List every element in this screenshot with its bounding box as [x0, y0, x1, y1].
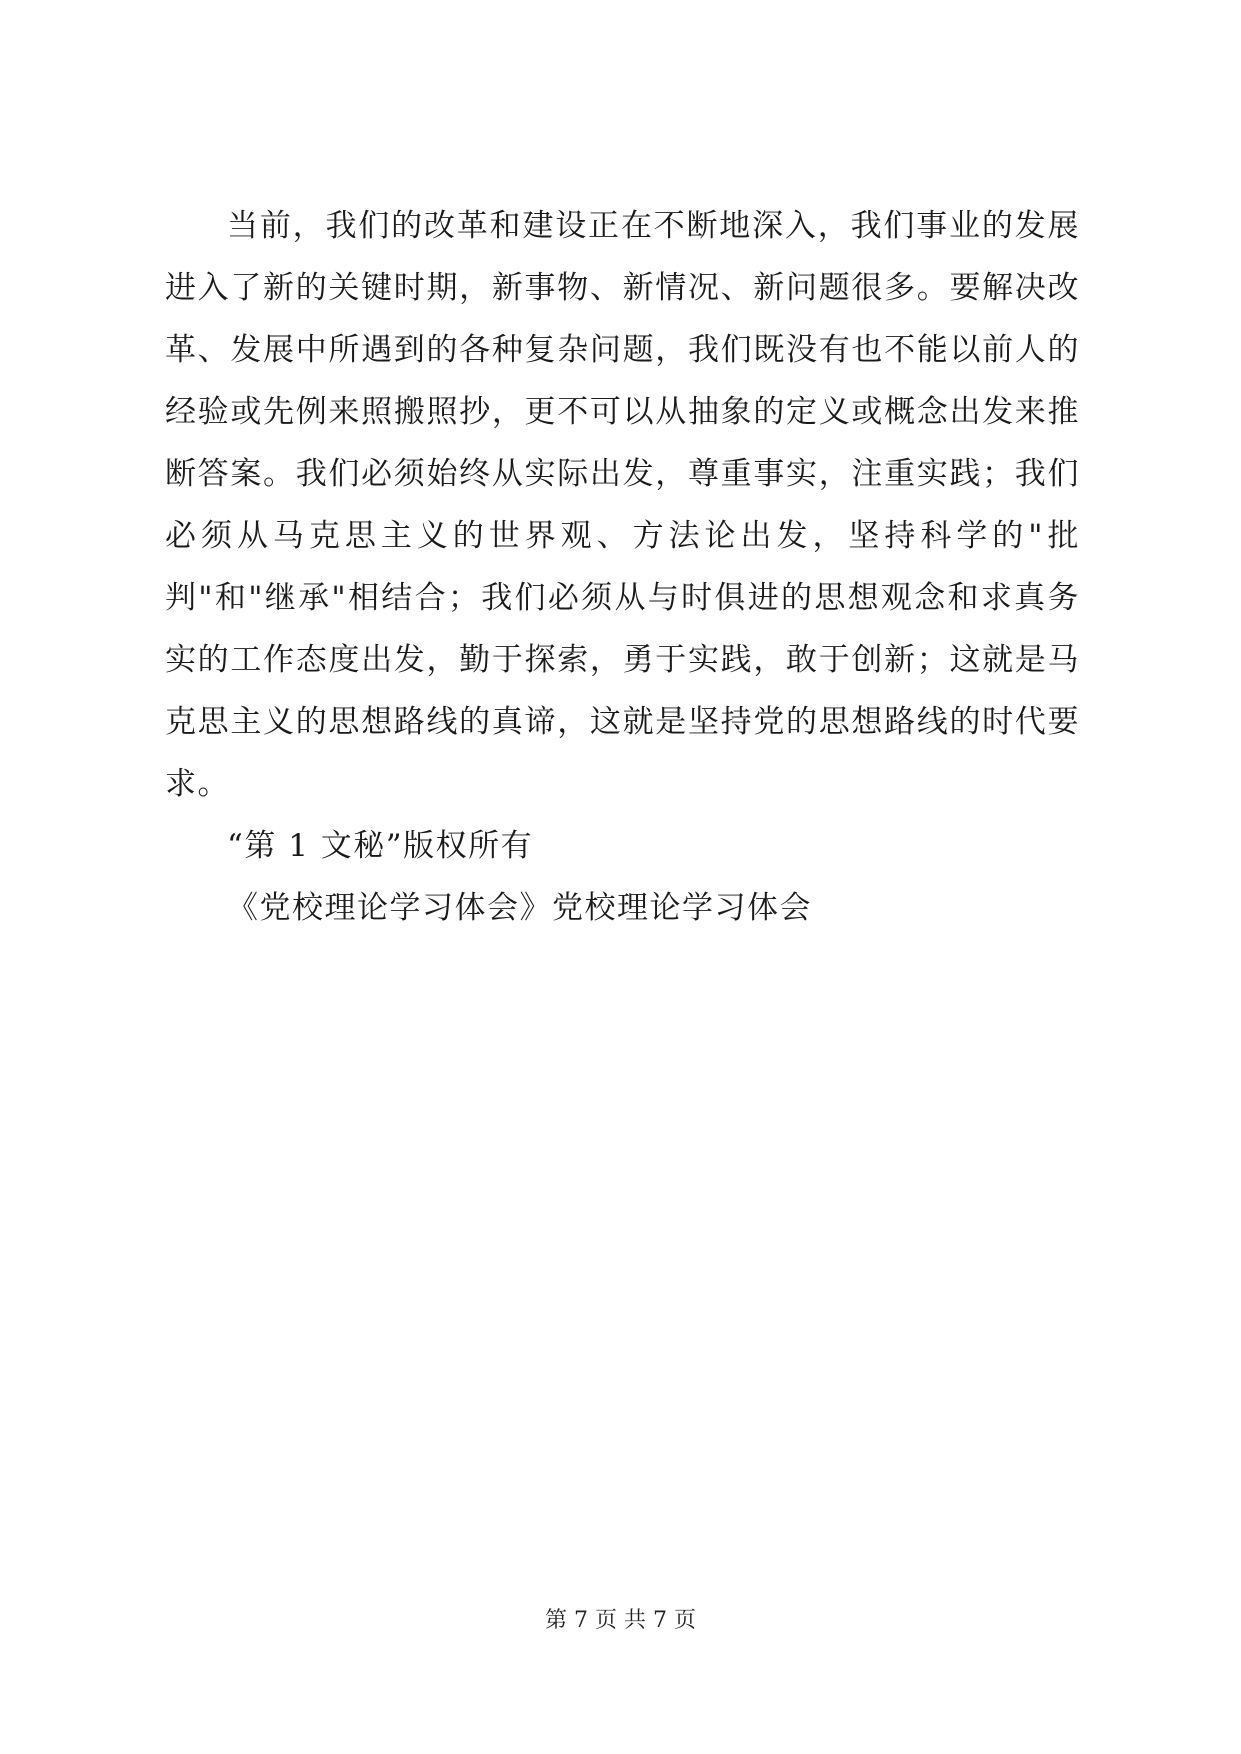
page-number-footer: 第 7 页 共 7 页	[545, 1608, 696, 1633]
body-paragraph: 当前，我们的改革和建设正在不断地深入，我们事业的发展进入了新的关键时期，新事物、新情况、新问题很多。要解决改革、发展中所遇到的各种复杂问题，我们既没有也不能以前人的经验或先例来照搬照抄，更不可以从抽象的定义或概念出发来推断答案。我们必须始终从实际出发，尊重事实，注重实践；我们必须从马克思主义的世界观、方法论出发，坚持科学的"批判"和"继承"相结合；我们必须从与时俱进的思想观念和求真务实的工作态度出发，勤于探索，勇于实践，敢于创新；这就是马克思主义的思想路线的真谛，这就是坚持党的思想路线的时代要求。	[165, 208, 1080, 802]
copyright-line: “第 1 文秘”版权所有	[227, 828, 534, 864]
document-body	[165, 195, 1080, 939]
document-title-line: 《党校理论学习体会》党校理论学习体会	[227, 890, 812, 926]
